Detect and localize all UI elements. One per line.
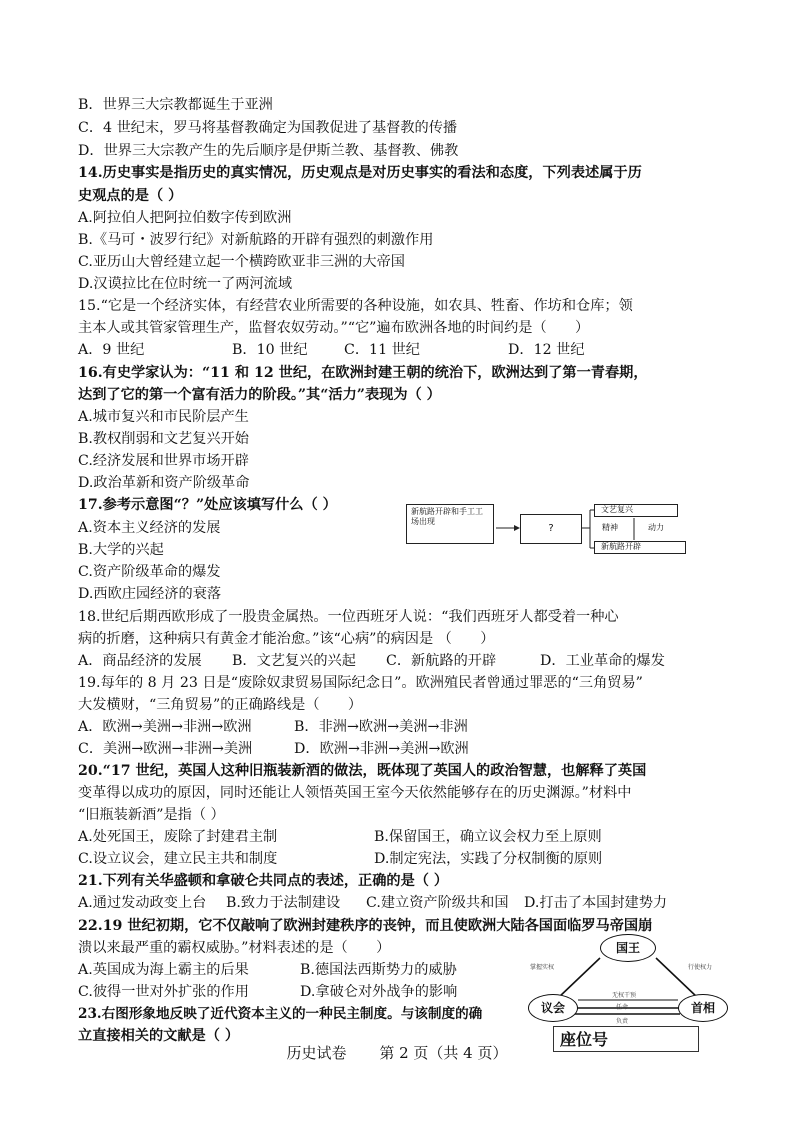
q21-stem: 21.下列有关华盛顿和拿破仑共同点的表述，正确的是（ ） <box>78 873 449 889</box>
q17-option-a: A.资本主义经济的发展 <box>78 520 221 536</box>
q19-stem-line1: 19.每年的 8 月 23 日是“废除奴隶贸易国际纪念日”。欧洲殖民者曾通过罪恶的“三角贸易” <box>78 675 643 691</box>
q14-option-d: D.汉谟拉比在位时统一了两河流域 <box>78 276 293 292</box>
q20-option-d: D.制定宪法，实践了分权制衡的原则 <box>374 851 603 867</box>
q20-stem-line2: 变革得以成功的原因，同时还能让人领悟英国王室今天依然能够存在的历史渊源。”材料中 <box>78 785 632 801</box>
q19-option-d: D．欧洲→非洲→美洲→欧洲 <box>294 741 469 757</box>
q17-option-c: C.资产阶级革命的爆发 <box>78 564 221 580</box>
q23-diagram <box>528 928 730 1026</box>
q14-stem-line1: 14.历史事实是指历史的真实情况，历史观点是对历史事实的看法和态度，下列表述属于历 <box>78 165 642 181</box>
q18-option-c: C．新航路的开辟 <box>386 653 497 669</box>
q18-option-d: D．工业革命的爆发 <box>540 653 665 669</box>
q23-label-right: 行使权力 <box>688 964 713 971</box>
q16-option-d: D.政治革新和资产阶级革命 <box>78 475 250 491</box>
q21-option-c: C.建立资产阶级共和国 <box>366 895 509 911</box>
page-footer <box>0 1042 794 1063</box>
q23-label-responsible: 负责 <box>616 1018 629 1025</box>
q17-box-new-route: 新航路开辟 <box>594 541 686 554</box>
q18-option-a: A．商品经济的发展 <box>78 653 202 669</box>
q19-option-c: C．美洲→欧洲→非洲→美洲 <box>78 741 253 757</box>
q15-stem-line2: 主本人或其管家管理生产，监督农奴劳动。”“它”遍布欧洲各地的时间约是（ ） <box>78 320 590 336</box>
q14-option-a: A.阿拉伯人把阿拉伯数字传到欧洲 <box>78 210 292 226</box>
q13-option-c: C．4 世纪末，罗马将基督教确定为国教促进了基督教的传播 <box>78 120 458 136</box>
q20-stem-line1: 20.“17 世纪，英国人这种旧瓶装新酒的做法，既体现了英国人的政治智慧，也解释了英国 <box>78 763 647 779</box>
q14-stem-line2: 史观点的是（ ） <box>78 188 183 204</box>
q17-label-spirit: 精神 <box>602 523 618 532</box>
footer-subject: 历史试卷 <box>286 1044 347 1062</box>
q16-option-b: B.教权削弱和文艺复兴开始 <box>78 431 249 447</box>
q14-option-b: B.《马可・波罗行纪》对新航路的开辟有强烈的刺激作用 <box>78 232 434 248</box>
q23-label-center: 无权干预 <box>612 992 637 999</box>
q17-stem: 17.参考示意图“？”处应该填写什么（ ） <box>78 497 337 513</box>
q17-label-power: 动力 <box>648 523 664 532</box>
q16-stem-line1: 16.有史学家认为：“11 和 12 世纪，在欧洲封建王朝的统治下，欧洲达到了第一青春期， <box>78 365 648 381</box>
q17-box-left: 新航路开辟和手工工场出现 <box>406 504 494 544</box>
q15-option-a: A．9 世纪 <box>78 342 145 358</box>
q13-option-d: D．世界三大宗教产生的先后顺序是伊斯兰教、基督教、佛教 <box>78 143 459 159</box>
q20-option-a: A.处死国王，废除了封建君主制 <box>78 829 278 845</box>
q20-option-c: C.设立议会，建立民主共和制度 <box>78 851 278 867</box>
q16-option-c: C.经济发展和世界市场开辟 <box>78 453 249 469</box>
seat-number-box: 座位号 <box>553 1026 699 1052</box>
q16-option-a: A.城市复兴和市民阶层产生 <box>78 409 249 425</box>
q15-option-c: C．11 世纪 <box>344 342 420 358</box>
footer-page: 第 2 页（共 4 页） <box>379 1044 508 1062</box>
q21-option-d: D.打击了本国封建势力 <box>524 895 668 911</box>
q23-label-left: 掌握实权 <box>530 964 555 971</box>
q17-option-d: D.西欧庄园经济的衰落 <box>78 586 222 602</box>
q16-stem-line2: 达到了它的第一个富有活力的阶段。”其“活力”表现为（ ） <box>78 387 441 403</box>
q15-option-d: D．12 世纪 <box>508 342 585 358</box>
q17-option-b: B.大学的兴起 <box>78 542 164 558</box>
q22-option-b: B.德国法西斯势力的威胁 <box>300 962 457 978</box>
q22-option-d: D.拿破仑对外战争的影响 <box>300 984 458 1000</box>
q18-stem-line1: 18.世纪后期西欧形成了一股贵金属热。一位西班牙人说：“我们西班牙人都受着一种心 <box>78 609 619 625</box>
q22-option-a: A.英国成为海上霸主的后果 <box>78 962 249 978</box>
q15-stem-line1: 15.“它是一个经济实体，有经营农业所需要的各种设施，如农具、牲畜、作坊和仓库；领 <box>78 298 633 314</box>
q23-node-king: 国王 <box>600 934 656 962</box>
q23-stem-line2: 立直接相关的文献是（ ） <box>78 1028 240 1044</box>
q19-option-b: B．非洲→欧洲→美洲→非洲 <box>294 719 468 735</box>
q21-option-a: A.通过发动政变上台 <box>78 895 207 911</box>
q21-option-b: B.致力于法制建设 <box>226 895 341 911</box>
q15-option-b: B．10 世纪 <box>232 342 308 358</box>
q13-option-b: B．世界三大宗教都诞生于亚洲 <box>78 97 273 113</box>
q14-option-c: C.亚历山大曾经建立起一个横跨欧亚非三洲的大帝国 <box>78 254 405 270</box>
q20-stem-line3: “旧瓶装新酒”是指（ ） <box>78 807 225 823</box>
q22-option-c: C.彼得一世对外扩张的作用 <box>78 984 249 1000</box>
q18-stem-line2: 病的折磨，这种病只有黄金才能治愈。”该“心病”的病因是 （ ） <box>78 631 495 647</box>
q19-option-a: A．欧洲→美洲→非洲→欧洲 <box>78 719 252 735</box>
q19-stem-line2: 大发横财，“三角贸易”的正确路线是（ ） <box>78 697 363 713</box>
q22-stem-line1: 22.19 世纪初期，它不仅敲响了欧洲封建秩序的丧钟，而且使欧洲大陆各国面临罗马帝国崩 <box>78 918 653 934</box>
q22-stem-line2: 溃以来最严重的霸权威胁。”材料表述的是（ ） <box>78 940 391 956</box>
q17-box-renaissance: 文艺复兴 <box>594 504 678 517</box>
q17-diagram <box>404 500 694 562</box>
q23-stem-line1: 23.右图形象地反映了近代资本主义的一种民主制度。与该制度的确 <box>78 1006 483 1022</box>
q23-label-appoint: 任命 <box>616 1004 629 1011</box>
q23-node-parliament: 议会 <box>528 994 578 1022</box>
q20-option-b: B.保留国王，确立议会权力至上原则 <box>374 829 602 845</box>
q17-box-question: ? <box>520 514 582 544</box>
q18-option-b: B．文艺复兴的兴起 <box>232 653 356 669</box>
q23-node-pm: 首相 <box>678 994 728 1022</box>
